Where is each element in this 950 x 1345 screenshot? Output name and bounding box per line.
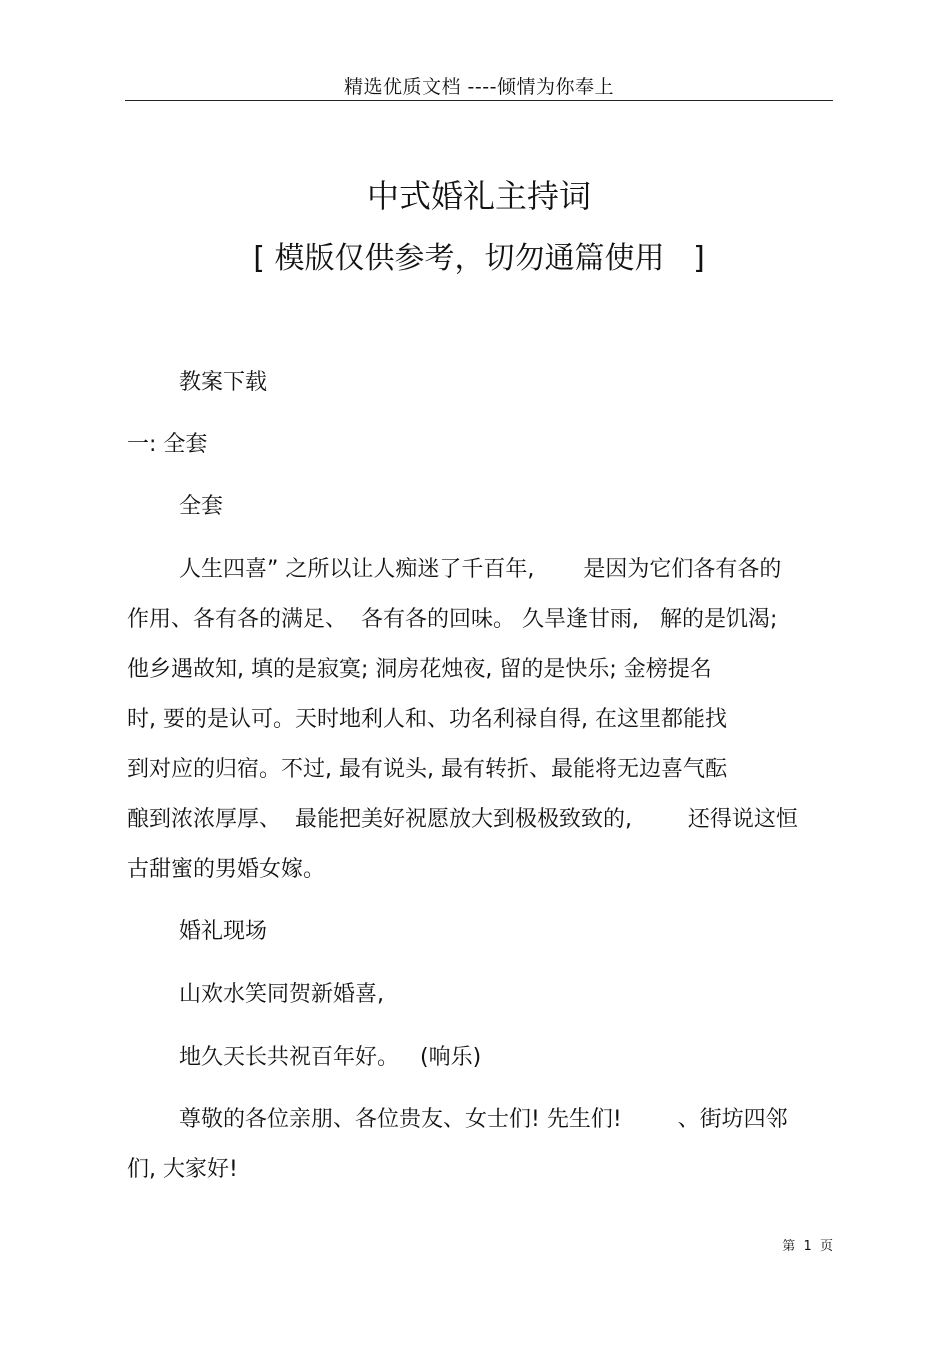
body-line: 到对应的归宿。不过, 最有说头, 最有转折、最能将无边喜气酝 [127,757,727,782]
body-line: 们, 大家好! [127,1157,238,1182]
body-line: 教案下载 [179,370,268,395]
body-line: 地久天长共祝百年好。 (响乐) [179,1045,482,1070]
document-subtitle: [ 模版仅供参考，切勿通篇使用 ] [253,241,705,276]
header-divider [125,100,833,101]
body-line: 婚礼现场 [179,919,268,944]
body-line: 尊敬的各位亲朋、各位贵友、女士们! 先生们! 、街坊四邻 [179,1107,788,1132]
header-text: 精选优质文档 ----倾情为你奉上 [344,76,614,98]
body-line: 人生四喜” 之所以让人痴迷了千百年, 是因为它们各有各的 [179,557,782,582]
body-line: 古甜蜜的男婚女嫁。 [127,857,326,882]
body-line: 时, 要的是认可。天时地利人和、功名利禄自得, 在这里都能找 [127,707,727,732]
document-title: 中式婚礼主持词 [366,177,591,215]
body-line: 作用、各有各的满足、 各有各的回味。 久旱逢甘雨, 解的是饥渴; [127,607,778,632]
body-line: 他乡遇故知, 填的是寂寞; 洞房花烛夜, 留的是快乐; 金榜提名 [127,657,712,682]
page-number: 第 1 页 [782,1239,833,1254]
body-line: 酿到浓浓厚厚、 最能把美好祝愿放大到极极致致的, 还得说这恒 [127,807,798,832]
body-line: 山欢水笑同贺新婚喜, [179,982,384,1007]
body-line: 全套 [179,494,224,519]
body-line: 一: 全套 [127,432,208,457]
